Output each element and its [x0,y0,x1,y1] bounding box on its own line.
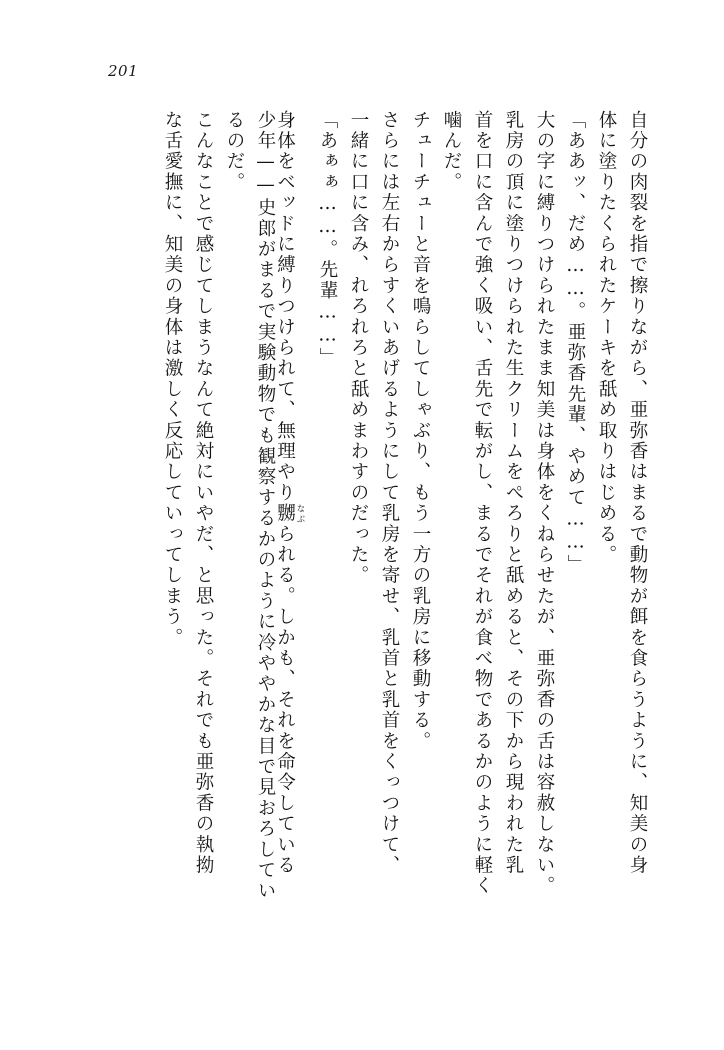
text-line: 一緒に口に含み、れろれろと舐めまわすのだった。 [348,110,369,587]
text-line: 身体をベッドに縛りつけられて、無理やり嬲 なぶられる。しかも、それを命令している [274,110,305,876]
text-line: るのだ。 [224,110,245,193]
text-line: 乳房の頂に塗りつけられた生クリームをぺろりと舐めると、その下から現われた乳 [503,110,524,876]
text-line: 大の字に縛りつけられたまま知美は身体をくねらせたが、亜弥香の舌は容赦しない。 [534,110,555,897]
ruby-annotation: 嬲 なぶ [274,503,305,525]
vertical-text-block [76,110,646,970]
text-line: さらには左右からすくいあげるようにして乳房を寄せ、乳首と乳首をくっつけて、 [379,110,400,876]
text-line: チューチューと音を鳴らしてしゃぶり、もう一方の乳房に移動する。 [410,110,431,752]
text-line: な舌愛撫に、知美の身体は激しく反応していってしまう。 [162,110,183,649]
text-line: 自分の肉裂を指で擦りながら、亜弥香はまるで動物が餌を食らうように、知美の身 [627,110,648,876]
text-line: 噛んだ。 [441,110,462,193]
text-line: 「あぁぁ……。先輩……」 [317,110,338,369]
text-line: 少年——史郎がまるで実験動物でも観察するかのように冷ややかな目で見おろしてい [255,110,276,902]
text-line: 体に塗りたくられたケーキを舐め取りはじめる。 [596,110,617,566]
text-line: 首を口に含んで強く吸い、舌先で転がし、まるでそれが食べ物であるかのように軽く [472,110,493,897]
text-line: 「ああッ、だめ……。亜弥香先輩、やめて……」 [565,110,586,576]
page-number: 201 [108,62,139,80]
text-line: こんなことで感じてしまうなんて絶対にいやだ、と思った。それでも亜弥香の執拗 [193,110,214,876]
